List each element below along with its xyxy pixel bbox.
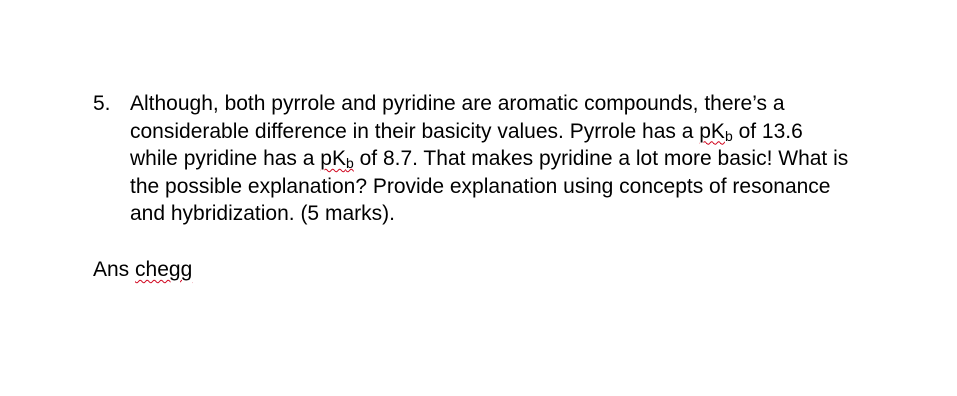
pkb-term-pyridine — [320, 147, 353, 170]
pkb-term-pyrrole — [699, 120, 732, 143]
answer-line — [93, 256, 192, 284]
question-number: 5. — [93, 92, 111, 115]
pkb-main: pK — [320, 147, 346, 170]
question-text — [130, 90, 957, 228]
question-line-2-text: considerable difference in their basicity values. Pyrrole has a — [130, 119, 700, 143]
question-line-1: Although, both pyrrole and pyridine are aromatic compounds, there’s a — [130, 92, 785, 115]
pkb-main: pK — [699, 119, 725, 143]
question-5 — [93, 90, 957, 228]
pkb-subscript: b — [724, 127, 733, 144]
question-line-5: and hybridization. (5 marks). — [130, 202, 395, 225]
question-line-4: the possible explanation? Provide explanation using concepts of resonance — [130, 174, 831, 198]
pyridine-pkb-value: of 8.7. That makes pyridine a lot more basic! What is — [353, 147, 849, 170]
answer-value: chegg — [135, 258, 193, 281]
answer-label: Ans — [93, 258, 136, 281]
pyrrole-pkb-value: of 13.6 — [732, 119, 803, 143]
question-line-2 — [130, 118, 957, 146]
question-line-3-text: while pyridine has a — [130, 147, 321, 170]
pkb-subscript: b — [345, 155, 354, 171]
question-line-3 — [130, 145, 957, 173]
